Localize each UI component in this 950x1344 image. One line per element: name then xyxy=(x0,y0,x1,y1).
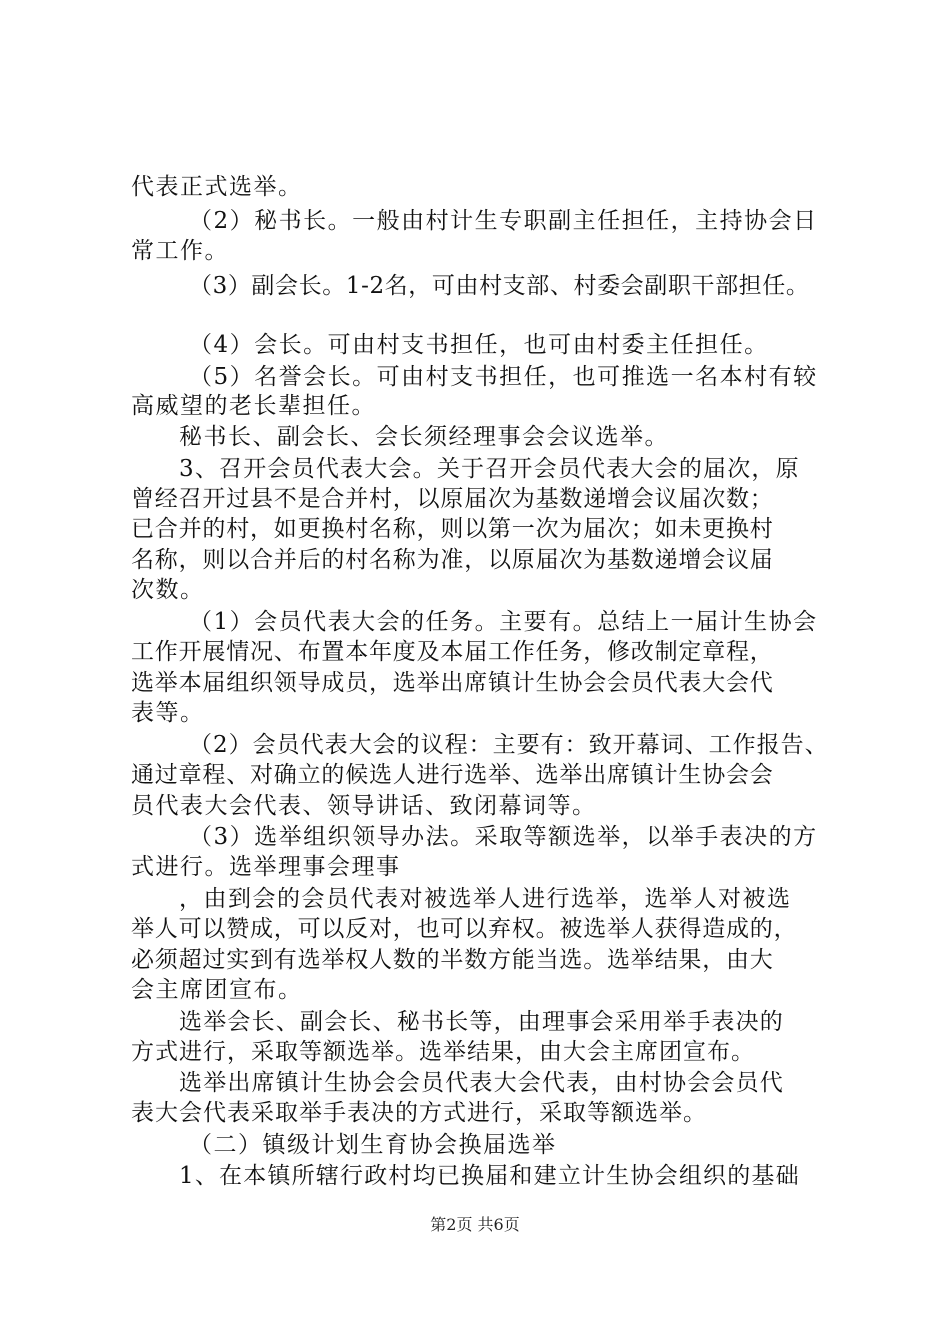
text-line: 秘书长、副会长、会长须经理事会会议选举。 xyxy=(179,424,669,450)
text-line: 员代表大会代表、领导讲话、致闭幕词等。 xyxy=(131,793,597,819)
text-line: 代表正式选举。 xyxy=(131,174,303,200)
text-line: 选举出席镇计生协会会员代表大会代表，由村协会会员代 xyxy=(179,1070,784,1096)
text-line: 通过章程、对确立的候选人进行选举、选举出席镇计生协会会 xyxy=(131,762,774,788)
section-heading: （二）镇级计划生育协会换届选举 xyxy=(189,1132,557,1158)
text-line: （3）副会长。1-2名，可由村支部、村委会副职干部担任。 xyxy=(189,273,810,299)
text-line: 举人可以赞成，可以反对，也可以弃权。被选举人获得造成的， xyxy=(131,916,798,942)
text-line: （2）会员代表大会的议程：主要有：致开幕词、工作报告、 xyxy=(189,732,829,758)
text-line: （3）选举组织领导办法。采取等额选举，以举手表决的方 xyxy=(189,824,818,850)
text-line: ，由到会的会员代表对被选举人进行选举，选举人对被选 xyxy=(179,886,792,912)
text-line: 式进行。选举理事会理事 xyxy=(131,854,401,880)
page-number: 第2页 共6页 xyxy=(430,1215,520,1234)
text-line: 会主席团宣布。 xyxy=(131,977,303,1003)
text-line: 表等。 xyxy=(131,700,205,726)
text-line: （1）会员代表大会的任务。主要有。总结上一届计生协会 xyxy=(189,609,818,635)
text-line: 常工作。 xyxy=(131,238,229,264)
text-line: 已合并的村，如更换村名称，则以第一次为届次；如未更换村 xyxy=(131,516,774,542)
text-line: 次数。 xyxy=(131,577,205,603)
text-line: 工作开展情况、布置本年度及本届工作任务，修改制定章程， xyxy=(131,639,774,665)
text-line: 方式进行，采取等额选举。选举结果，由大会主席团宣布。 xyxy=(131,1039,755,1065)
text-line: （2）秘书长。一般由村计生专职副主任担任，主持协会日 xyxy=(189,208,818,234)
text-line: 表大会代表采取举手表决的方式进行，采取等额选举。 xyxy=(131,1100,707,1126)
text-line: 名称，则以合并后的村名称为准，以原届次为基数递增会议届 xyxy=(131,547,774,573)
text-line: 选举会长、副会长、秘书长等，由理事会采用举手表决的 xyxy=(179,1009,784,1035)
text-line: （4）会长。可由村支书担任，也可由村委主任担任。 xyxy=(189,332,769,358)
page-footer xyxy=(0,1215,950,1235)
text-line: 必须超过实到有选举权人数的半数方能当选。选举结果，由大 xyxy=(131,947,774,973)
text-line: （5）名誉会长。可由村支书担任，也可推选一名本村有较 xyxy=(189,364,818,390)
text-line: 选举本届组织领导成员，选举出席镇计生协会会员代表大会代 xyxy=(131,670,774,696)
text-line: 高威望的老长辈担任。 xyxy=(131,393,376,419)
text-line: 1、在本镇所辖行政村均已换届和建立计生协会组织的基础 xyxy=(179,1163,800,1189)
text-line: 3、召开会员代表大会。关于召开会员代表大会的届次，原 xyxy=(179,456,800,482)
text-line: 曾经召开过县不是合并村，以原届次为基数递增会议届次数； xyxy=(131,486,774,512)
